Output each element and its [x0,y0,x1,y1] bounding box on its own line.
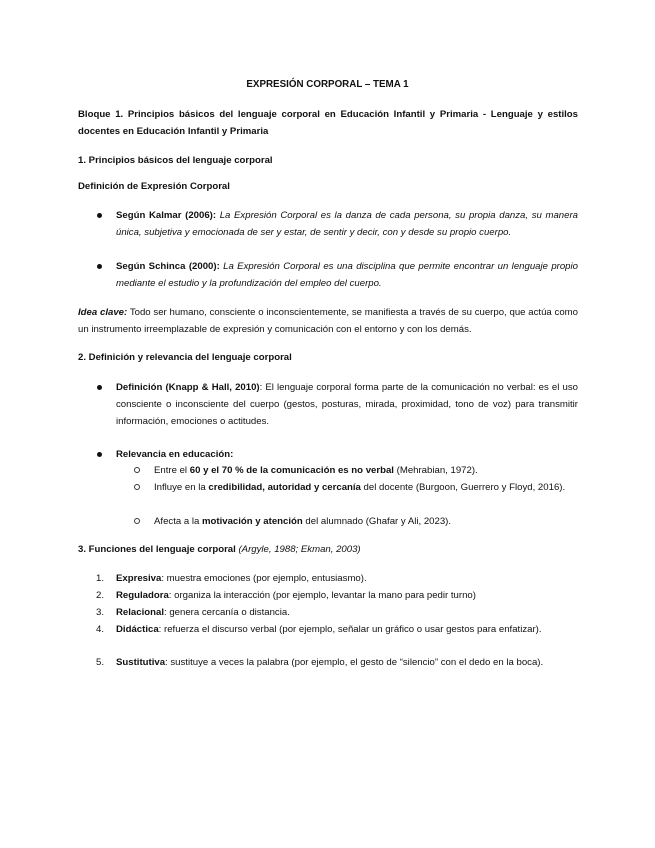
relevance-item-text: Afecta a la [154,516,202,527]
relevance-item-citation: (Mehrabian, 1972). [393,465,478,476]
function-item [116,654,578,671]
list-number: 5. [96,657,105,668]
function-label: Sustitutiva [116,657,166,668]
list-number: 3. [96,607,105,618]
bullet-quote: La Expresión Corporal es una disciplina que permite encontrar un lenguaje propio mediante el estudio y la profundización del empleo del cuerpo. [116,261,578,289]
relevance-item-citation: del docente (Burgoon, Guerrero y Floyd, 2016). [360,482,566,493]
bullet-schinca [116,258,578,292]
list-number: 4. [96,624,105,635]
bullet-author: Según Schinca (2000): [116,261,220,272]
relevance-item-bold: motivación y atención [202,516,303,527]
section3-citation: (Argyle, 1988; Ekman, 2003) [238,544,361,555]
relevance-item-text: Influye en la [154,482,209,493]
bullet-dot [97,264,102,269]
bullet-quote: La Expresión Corporal es la danza de cada persona, su propia danza, su manera única, subjetiva y emocionada de ser y estar, de sentir y decir, con y desde su propio cuerpo. [116,210,579,238]
section1-subheading: Definición de Expresión Corporal [78,181,230,192]
section1-heading: 1. Principios básicos del lenguaje corporal [78,155,273,166]
sub-bullet-circle [134,467,140,473]
section2-heading: 2. Definición y relevancia del lenguaje corporal [78,352,292,363]
bullet-author: Según Kalmar (2006): [116,210,217,221]
function-item [116,570,578,587]
section3-heading: 3. Funciones del lenguaje corporal [78,544,236,555]
function-text: : sustituye a veces la palabra (por ejemplo, el gesto de “silencio” con el dedo en la boca). [165,657,544,668]
relevance-item [154,479,578,496]
block-heading: Bloque 1. Principios básicos del lenguaje corporal en Educación Infantil y Primaria - Lenguaje y estilos docentes en Educación Infantil y Primaria [78,109,578,137]
list-number: 1. [96,573,105,584]
function-text: : muestra emociones (por ejemplo, entusiasmo). [161,573,367,584]
function-label: Relacional [116,607,164,618]
relevance-item-text: Entre el [154,465,190,476]
document-title: EXPRESIÓN CORPORAL – TEMA 1 [246,79,409,90]
definition-text: : El lenguaje corporal forma parte de la comunicación no verbal: es el uso consciente o inconsciente del cuerpo (gestos, posturas, mirada, proximidad, tono de voz) para transmitir información, emociones o actitudes. [116,382,578,427]
function-item [116,587,578,604]
function-text: : refuerza el discurso verbal (por ejemplo, señalar un gráfico o usar gestos para enfatizar). [158,624,542,635]
bullet-kalmar [116,207,578,241]
key-idea-label: Idea clave: [78,307,128,318]
relevance-item-citation: del alumnado (Ghafar y Ali, 2023). [302,516,452,527]
function-label: Reguladora [116,590,169,601]
relevance-label: Relevancia en educación: [116,449,234,460]
definition-label: Definición (Knapp & Hall, 2010) [116,382,260,393]
relevance-item [154,462,578,479]
function-item [116,604,578,621]
list-number: 2. [96,590,105,601]
definition-bullet [116,379,578,430]
bullet-dot [97,213,102,218]
function-text: : organiza la interacción (por ejemplo, levantar la mano para pedir turno) [168,590,476,601]
relevance-item-bold: credibilidad, autoridad y cercanía [208,482,361,493]
sub-bullet-circle [134,518,140,524]
sub-bullet-circle [134,484,140,490]
bullet-dot [97,452,102,457]
key-idea [78,304,578,338]
relevance-item [154,513,578,530]
function-label: Didáctica [116,624,159,635]
key-idea-text: Todo ser humano, consciente o inconscientemente, se manifiesta a través de su cuerpo, que actúa como un instrumento irreemplazable de expresión y comunicación con el entorno y con los demás. [78,307,578,335]
function-item [116,621,578,638]
bullet-dot [97,385,102,390]
function-text: : genera cercanía o distancia. [164,607,290,618]
function-label: Expresiva [116,573,162,584]
relevance-item-bold: 60 y el 70 % de la comunicación es no verbal [189,465,394,476]
section3-heading-line [78,541,578,558]
